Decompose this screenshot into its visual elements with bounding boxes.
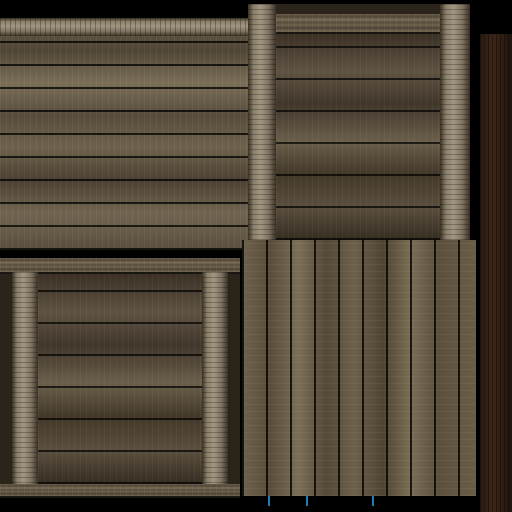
crate-bottom-left-panel [38, 274, 202, 484]
uv-marker [372, 496, 374, 506]
crate-top-right-panel [276, 34, 440, 240]
crate-bottom-left [0, 258, 240, 498]
planks-horizontal [0, 18, 250, 250]
crate-bottom-left-bottom-rail [0, 484, 240, 498]
uv-marker [268, 496, 270, 506]
dark-wood-strip [480, 34, 512, 512]
crate-top-right-top-rail [276, 14, 440, 34]
planks-vertical [242, 240, 476, 496]
planks-top-trim [0, 18, 250, 36]
crate-bottom-left-right-board [202, 272, 228, 498]
crate-top-right-left-board [248, 4, 276, 240]
crate-top-right [248, 4, 470, 240]
uv-marker [306, 496, 308, 506]
crate-bottom-left-left-board [12, 272, 38, 498]
crate-top-right-right-board [440, 4, 470, 240]
